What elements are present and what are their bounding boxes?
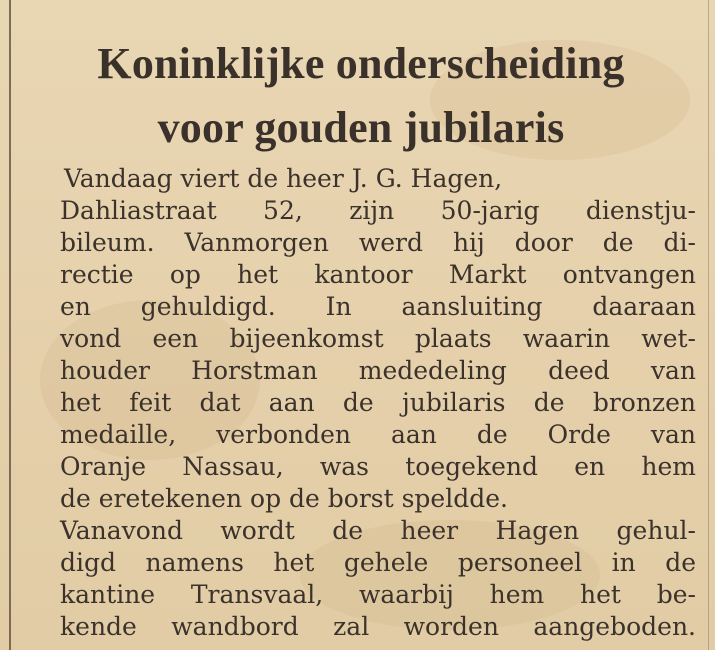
column-rule-right [708, 0, 709, 650]
body-line: en gehuldigd. In aansluiting daaraan [60, 292, 696, 321]
body-line: kantine Transvaal, waarbij hem het be- [60, 580, 696, 609]
body-line: medaille, verbonden aan de Orde van [60, 420, 696, 449]
body-line: rectie op het kantoor Markt ontvangen [60, 260, 696, 289]
body-line: houder Horstman mededeling deed van [60, 356, 696, 385]
headline-line-1: Koninklijke onderscheiding [97, 39, 625, 88]
body-line: bileum. Vanmorgen werd hij door de di- [60, 228, 696, 257]
column-rule-left [9, 0, 11, 650]
body-line: vond een bijeenkomst plaats waarin wet- [60, 324, 696, 353]
body-line: Vanavond wordt de heer Hagen gehul- [60, 516, 696, 545]
body-line: Oranje Nassau, was toegekend en hem [60, 452, 696, 481]
body-line: Vandaag viert de heer J. G. Hagen, [64, 164, 503, 193]
body-line: de eretekenen op de borst speldde. [60, 484, 508, 513]
body-line: kende wandbord zal worden aangeboden. [60, 612, 696, 641]
body-line: digd namens het gehele personeel in de [60, 548, 696, 577]
headline-line-2: voor gouden jubilaris [157, 103, 565, 152]
body-line: het feit dat aan de jubilaris de bronzen [60, 388, 696, 417]
body-line: Dahliastraat 52, zijn 50-jarig dienstju- [60, 196, 696, 225]
